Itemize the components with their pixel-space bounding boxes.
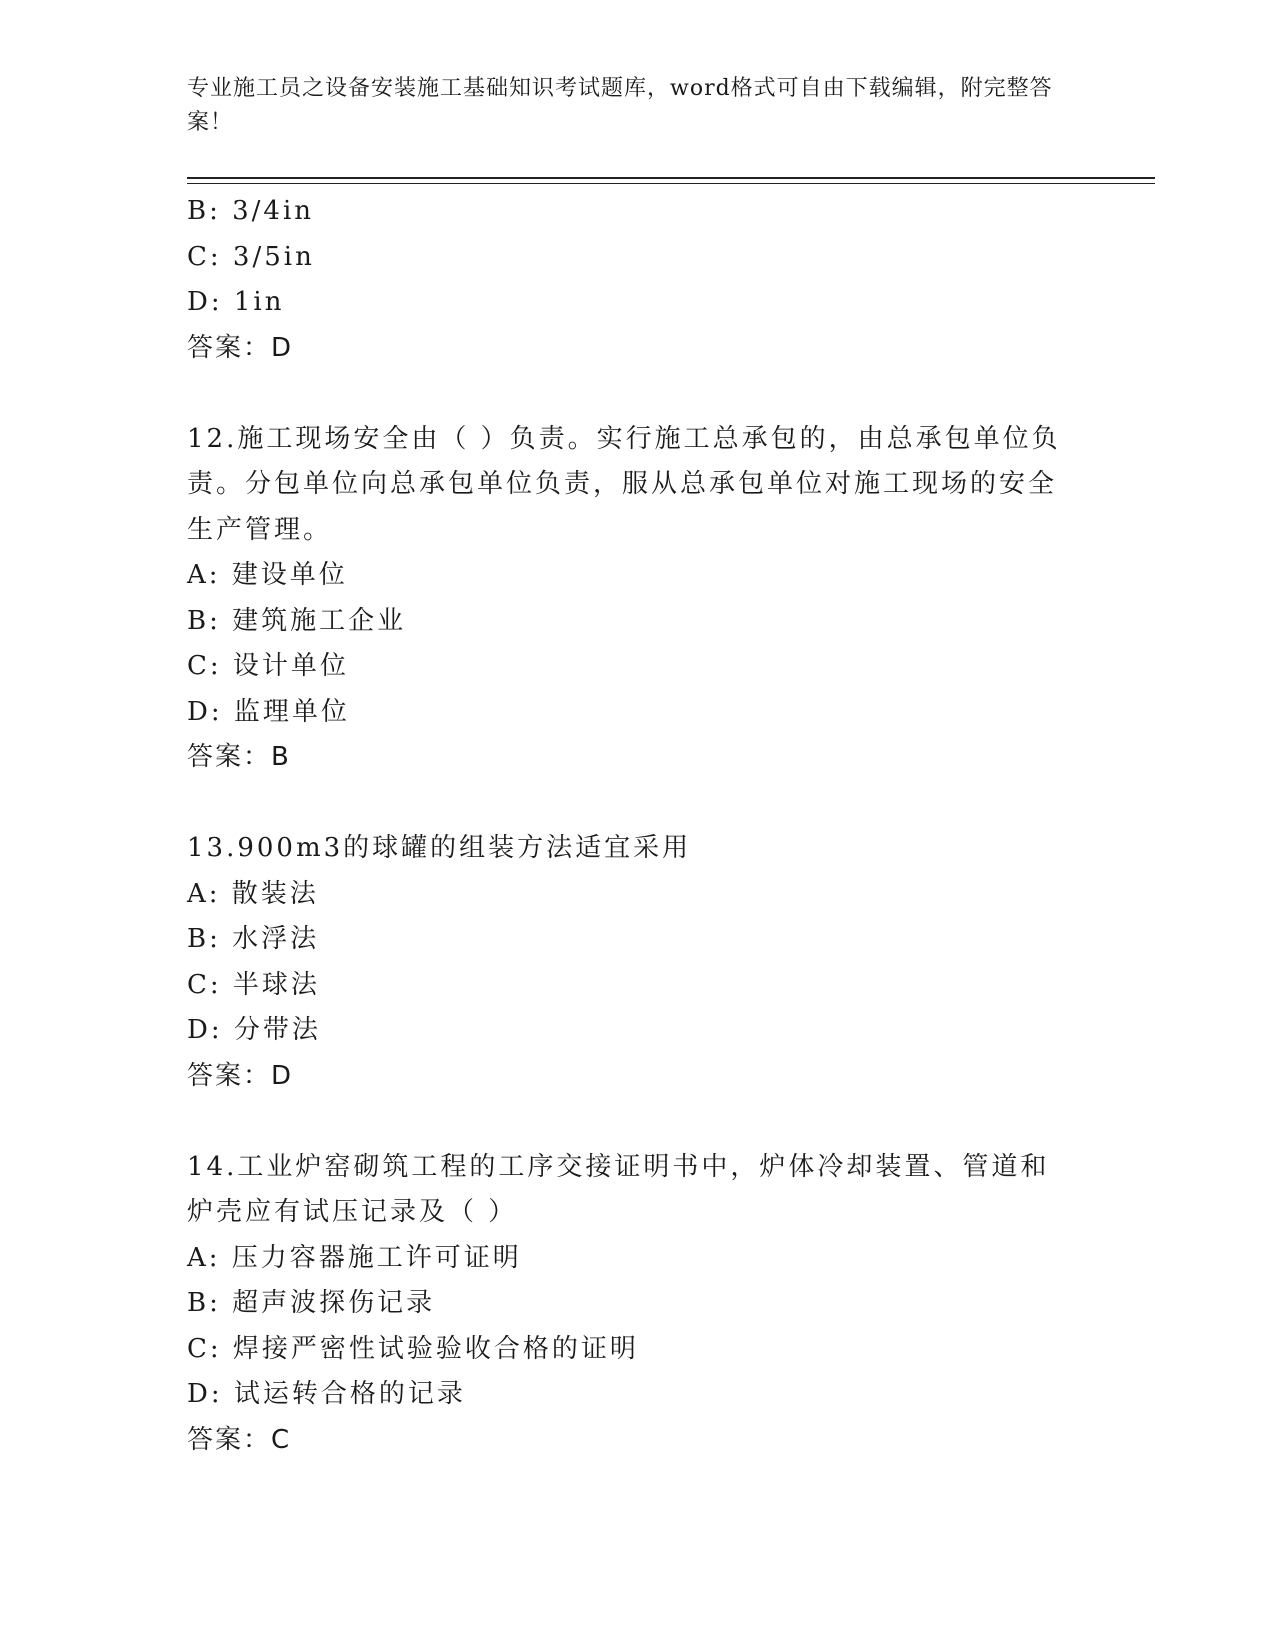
option-d: D: 监理单位 <box>187 696 350 727</box>
option-b: B: 超声波探伤记录 <box>187 1288 436 1318</box>
answer-line: 答案：D <box>187 332 294 363</box>
header-title: 专业施工员之设备安装施工基础知识考试题库，word格式可自由下载编辑，附完整答案！ <box>187 76 1053 135</box>
spacer <box>187 1099 1087 1145</box>
option-c: C: 3/5in <box>187 241 315 272</box>
document-header <box>187 72 1067 140</box>
option-d: D: 分带法 <box>187 1015 321 1045</box>
spacer <box>187 781 1087 827</box>
answer-line: 答案：C <box>187 1424 292 1455</box>
option-b: B: 3/4in <box>187 196 315 226</box>
question-block-11 <box>187 189 1087 371</box>
question-block-14 <box>187 1145 1087 1464</box>
option-b: B: 水浮法 <box>187 924 320 954</box>
option-d: D: 1in <box>187 287 285 317</box>
option-c: C: 焊接严密性试验验收合格的证明 <box>187 1333 639 1364</box>
question-text: 14.工业炉窑砌筑工程的工序交接证明书中，炉体冷却装置、管道和炉壳应有试压记录及（ ） <box>187 1151 1050 1227</box>
question-block-12 <box>187 417 1087 781</box>
question-text: 12.施工现场安全由（ ）负责。实行施工总承包的，由总承包单位负责。分包单位向总承包单位负责，服从总承包单位对施工现场的安全生产管理。 <box>187 423 1061 545</box>
header-divider-thin <box>187 183 1155 184</box>
option-c: C: 设计单位 <box>187 651 349 681</box>
option-b: B: 建筑施工企业 <box>187 605 407 636</box>
question-text: 13.900m3的球罐的组装方法适宜采用 <box>187 833 692 863</box>
option-a: A: 压力容器施工许可证明 <box>187 1242 522 1273</box>
answer-line: 答案：D <box>187 1060 294 1091</box>
header-divider-thick <box>187 177 1155 179</box>
spacer <box>187 371 1087 417</box>
option-a: A: 建设单位 <box>187 560 348 590</box>
answer-line: 答案：B <box>187 742 291 772</box>
option-d: D: 试运转合格的记录 <box>187 1379 466 1409</box>
question-list <box>187 189 1087 1463</box>
option-c: C: 半球法 <box>187 969 320 1000</box>
option-a: A: 散装法 <box>187 878 319 909</box>
question-block-13 <box>187 826 1087 1099</box>
